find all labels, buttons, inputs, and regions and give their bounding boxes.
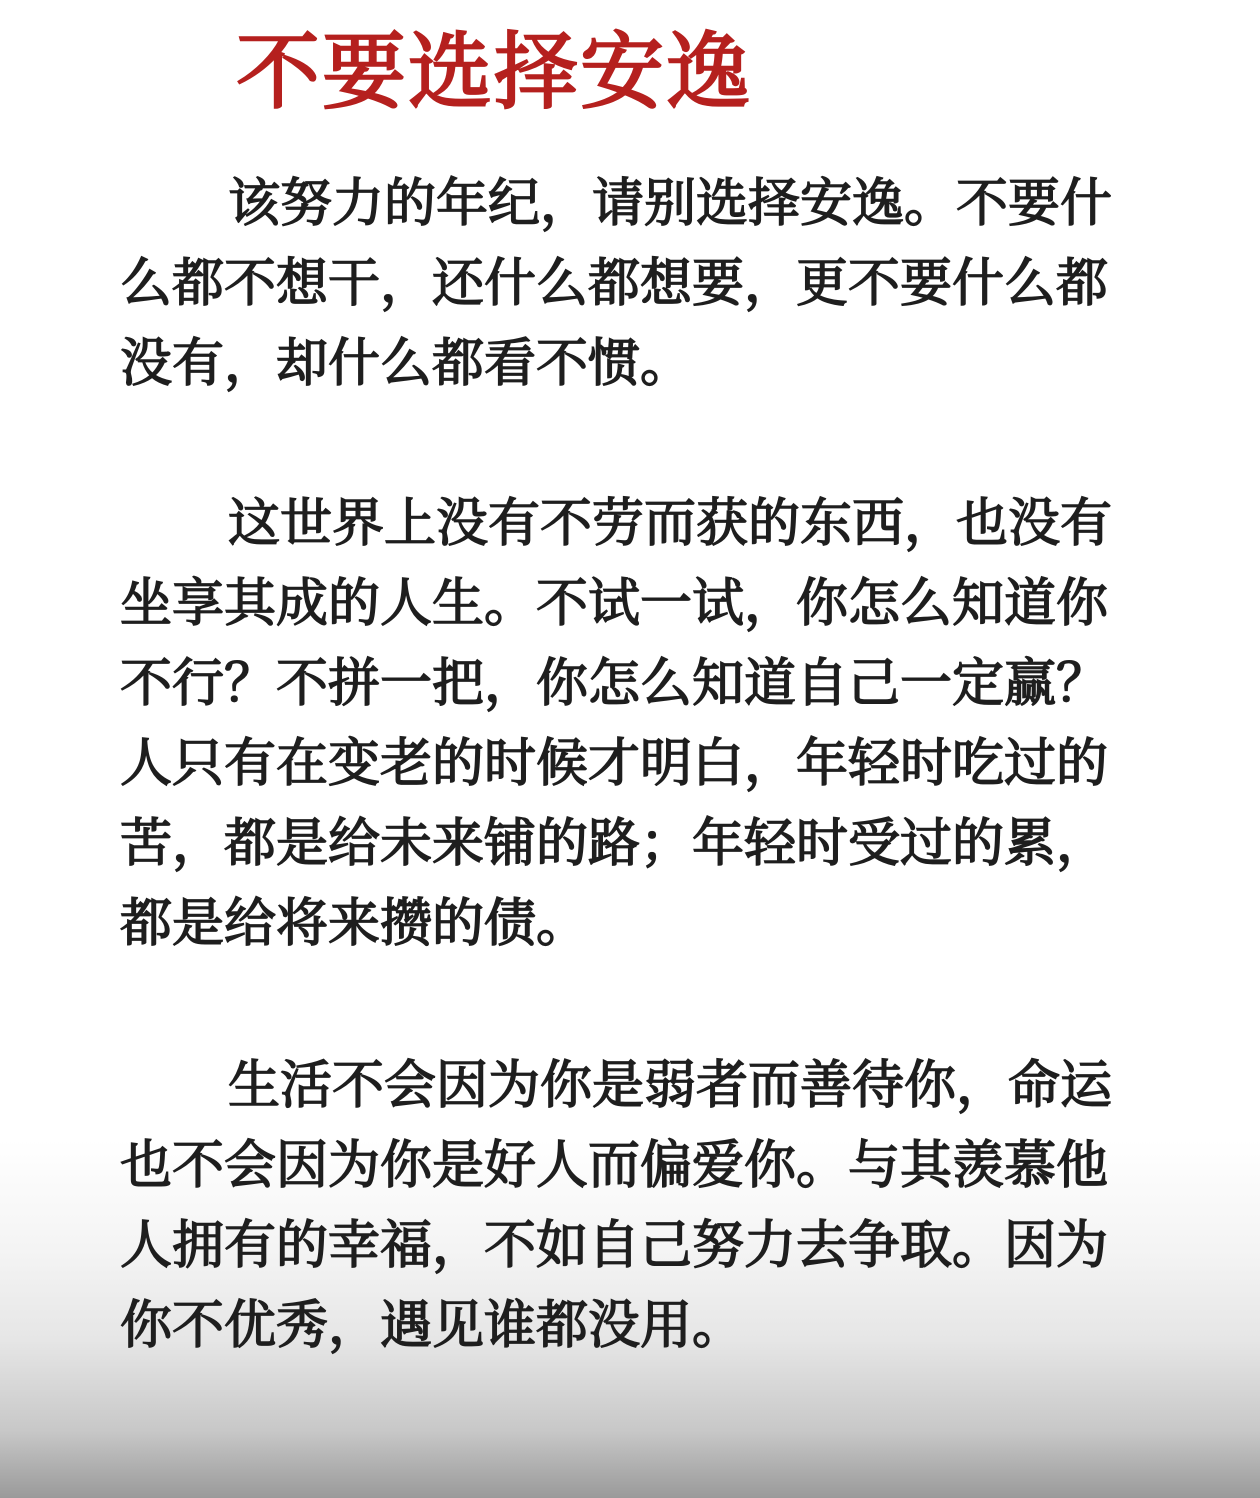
page-title: 不要选择安逸: [236, 23, 753, 121]
paragraph-2: 这世界上没有不劳而获的东西，也没有坐享其成的人生。不试一试，你怎么知道你不行？不拼一把，你怎么知道自己一定赢？人只有在变老的时候才明白，年轻时吃过的苦，都是给未来铺的路；年轻时受过的累，都是给将来攒的债。: [120, 494, 1113, 954]
paragraph-3: 生活不会因为你是弱者而善待你，命运也不会因为你是好人而偏爱你。与其羡慕他人拥有的幸福，不如自己努力去争取。因为你不优秀，遇见谁都没用。: [120, 1056, 1113, 1356]
paragraph-1: 该努力的年纪，请别选择安逸。不要什么都不想干，还什么都想要，更不要什么都没有，却什么都看不惯。: [120, 174, 1113, 394]
